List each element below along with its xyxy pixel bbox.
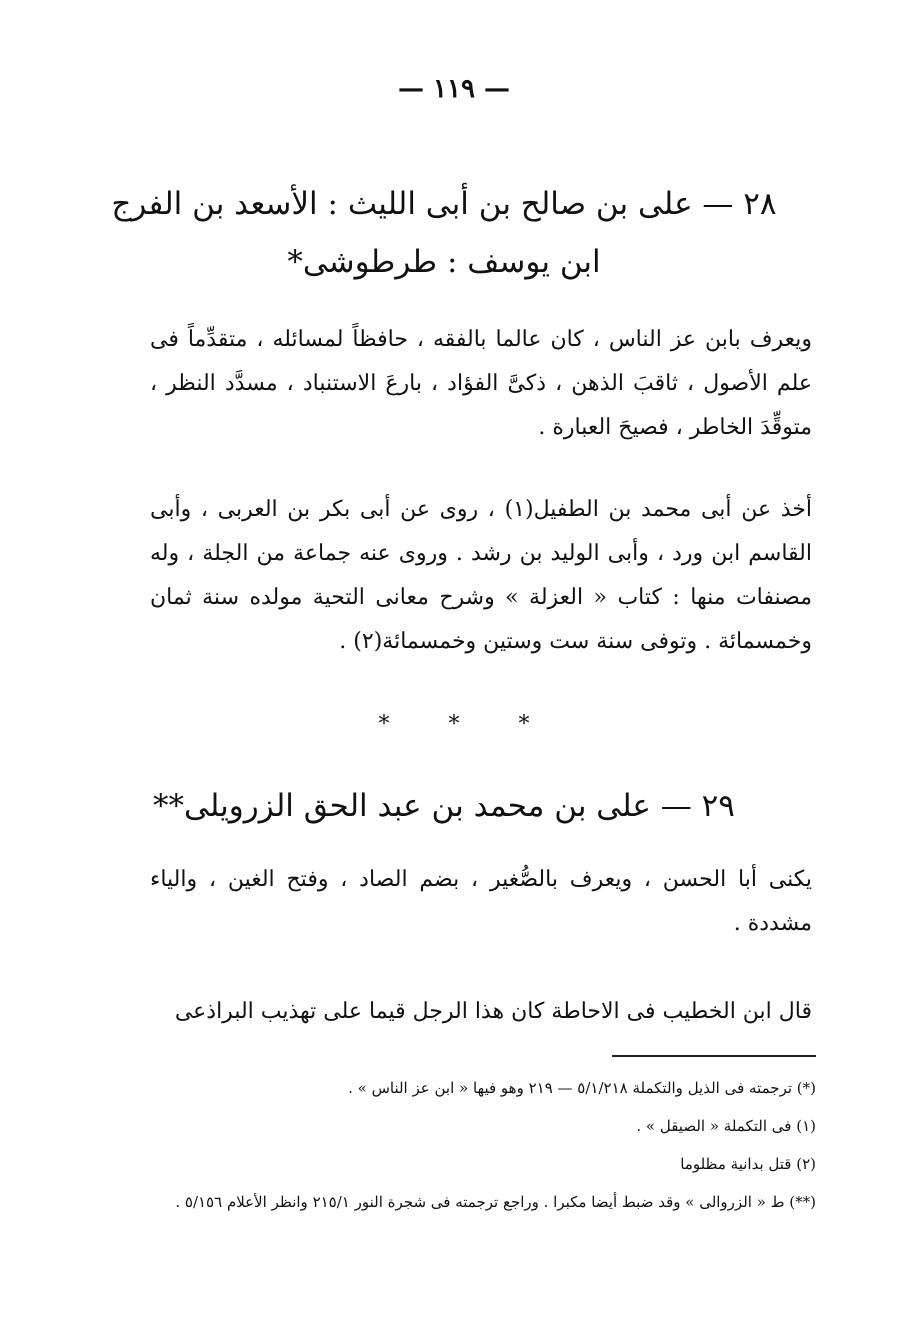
footnote-1: (١) فى التكملة « الصيقل » . [636,1117,816,1135]
footnote-star: (*) ترجمته فى الذيل والتكملة ٥/١/٢١٨ — ٢١٩ وهو فيها « ابن عز الناس » . [348,1079,816,1097]
page-number: — ١١٩ — [397,74,511,104]
footnote-divider [612,1055,816,1057]
entry-29-paragraph-2: قال ابن الخطيب فى الاحاطة كان هذا الرجل قيما على تهذيب البراذعى [174,999,812,1024]
entry-28-title-line-1: ٢٨ — على بن صالح بن أبى الليث : الأسعد بن الفرج [111,186,777,222]
footnote-2: (٢) قتل بدانية مظلوما [680,1155,816,1173]
footnote-double-star: (**) ط « الزروالى » وقد ضبط أيضا مكبرا . وراجع ترجمته فى شجرة النور ٢١٥/١ وانظر الأعلام ٥/١٥٦ . [175,1193,816,1211]
entry-28-title-line-2: ابن يوسف : طرطوشى* [287,244,601,280]
section-separator: * * * [378,712,556,737]
entry-29-title: ٢٩ — على بن محمد بن عبد الحق الزرويلى** [153,788,735,824]
entry-28-paragraph-2: أخذ عن أبى محمد بن الطفيل(١) ، روى عن أبى بكر بن العربى ، وأبى القاسم ابن ورد ، وأبى الوليد بن رشد . وروى عنه جماعة من الجلة ، وله مصنفات منها : كتاب « العزلة » وشرح معانى التحية مولده سنة ثمان وخمسمائة . وتوفى سنة ست وستين وخمسمائة(٢) . [150,497,812,654]
entry-29-paragraph-1: يكنى أبا الحسن ، ويعرف بالصُّغير ، بضم الصاد ، وفتح الغين ، والياء مشددة . [150,867,812,936]
entry-28-paragraph-1: ويعرف بابن عز الناس ، كان عالما بالفقه ، حافظاً لمسائله ، متقدِّماً فى علم الأصول ، ثاقبَ الذهن ، ذكىَّ الفؤاد ، بارعَ الاستنباد ، مسدَّد النظر ، متوقِّدَ الخاطر ، فصيحَ العبارة . [150,327,812,440]
